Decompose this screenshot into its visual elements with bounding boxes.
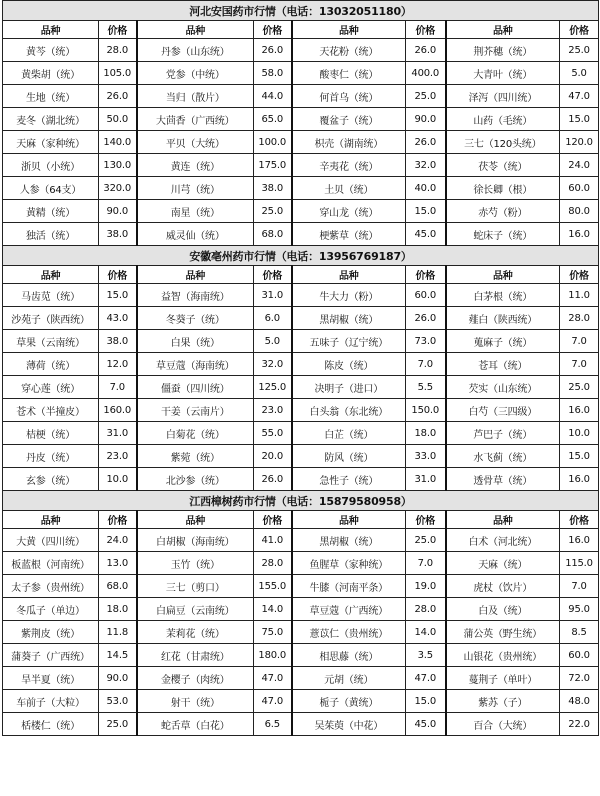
herb-name: 梗紫草（统）	[292, 223, 406, 246]
herb-price: 22.0	[560, 713, 599, 736]
herb-name: 旱半夏（统）	[3, 667, 99, 690]
herb-name: 荆芥穗（统）	[446, 39, 560, 62]
herb-price: 47.0	[254, 690, 292, 713]
herb-name: 白术（河北统）	[446, 529, 560, 552]
herb-price: 400.0	[406, 62, 446, 85]
herb-name: 浙贝（小统）	[3, 154, 99, 177]
herb-name: 冬葵子（统）	[137, 307, 254, 330]
herb-name: 南星（统）	[137, 200, 254, 223]
herb-name: 党参（中统）	[137, 62, 254, 85]
table-row	[3, 621, 599, 644]
herb-price: 8.5	[560, 621, 599, 644]
header-name: 品种	[3, 266, 99, 284]
herb-name: 吴茱萸（中花）	[292, 713, 406, 736]
herb-name: 决明子（进口）	[292, 376, 406, 399]
herb-price: 15.0	[99, 284, 137, 307]
herb-price: 5.5	[406, 376, 446, 399]
table-row	[3, 307, 599, 330]
herb-price: 3.5	[406, 644, 446, 667]
herb-name: 虎杖（饮片）	[446, 575, 560, 598]
herb-price: 53.0	[99, 690, 137, 713]
herb-price: 50.0	[99, 108, 137, 131]
herb-price: 26.0	[406, 39, 446, 62]
table-row	[3, 422, 599, 445]
herb-price: 25.0	[406, 85, 446, 108]
herb-name: 百合（大统）	[446, 713, 560, 736]
header-name: 品种	[137, 21, 254, 39]
section-title-row	[3, 1, 599, 21]
herb-price: 60.0	[406, 284, 446, 307]
herb-name: 独活（统）	[3, 223, 99, 246]
table-row	[3, 529, 599, 552]
herb-price: 7.0	[560, 575, 599, 598]
section-title: 河北安国药市行情（电话：13032051180）	[3, 1, 599, 21]
herb-name: 水飞蓟（统）	[446, 445, 560, 468]
herb-name: 赤芍（粉）	[446, 200, 560, 223]
herb-name: 徐长卿（根）	[446, 177, 560, 200]
table-row	[3, 154, 599, 177]
herb-price: 100.0	[254, 131, 292, 154]
herb-name: 蔓荆子（单叶）	[446, 667, 560, 690]
herb-name: 白芷（统）	[292, 422, 406, 445]
herb-price: 58.0	[254, 62, 292, 85]
herb-price: 60.0	[560, 177, 599, 200]
table-row	[3, 353, 599, 376]
herb-name: 大青叶（统）	[446, 62, 560, 85]
herb-price: 90.0	[99, 200, 137, 223]
herb-name: 天麻（统）	[446, 552, 560, 575]
table-row	[3, 200, 599, 223]
herb-price: 44.0	[254, 85, 292, 108]
header-price: 价格	[406, 511, 446, 529]
herb-price: 72.0	[560, 667, 599, 690]
herb-price: 41.0	[254, 529, 292, 552]
herb-price: 47.0	[560, 85, 599, 108]
header-price: 价格	[254, 511, 292, 529]
herb-name: 辛夷花（统）	[292, 154, 406, 177]
herb-name: 当归（散片）	[137, 85, 254, 108]
herb-price: 115.0	[560, 552, 599, 575]
herb-name: 白茅根（统）	[446, 284, 560, 307]
herb-price: 23.0	[99, 445, 137, 468]
table-row	[3, 284, 599, 307]
herb-price: 15.0	[406, 200, 446, 223]
herb-price: 105.0	[99, 62, 137, 85]
herb-price: 25.0	[406, 529, 446, 552]
header-price: 价格	[560, 21, 599, 39]
herb-name: 车前子（大粒）	[3, 690, 99, 713]
herb-name: 僵蚕（四川统）	[137, 376, 254, 399]
header-name: 品种	[292, 266, 406, 284]
column-header-row	[3, 21, 599, 39]
herb-price: 16.0	[560, 468, 599, 491]
herb-price: 180.0	[254, 644, 292, 667]
herb-price: 25.0	[99, 713, 137, 736]
herb-price: 25.0	[560, 39, 599, 62]
table-row	[3, 713, 599, 736]
table-row	[3, 690, 599, 713]
header-price: 价格	[254, 21, 292, 39]
herb-price: 28.0	[406, 598, 446, 621]
herb-price: 47.0	[406, 667, 446, 690]
table-row	[3, 445, 599, 468]
herb-name: 山药（毛统）	[446, 108, 560, 131]
herb-name: 太子参（贵州统）	[3, 575, 99, 598]
herb-price: 6.5	[254, 713, 292, 736]
herb-price: 155.0	[254, 575, 292, 598]
herb-price: 90.0	[99, 667, 137, 690]
header-price: 价格	[99, 511, 137, 529]
herb-name: 黄芩（统）	[3, 39, 99, 62]
herb-price: 16.0	[560, 529, 599, 552]
herb-price: 15.0	[406, 690, 446, 713]
herb-price: 45.0	[406, 713, 446, 736]
herb-name: 黄精（统）	[3, 200, 99, 223]
herb-name: 玄参（统）	[3, 468, 99, 491]
table-row	[3, 131, 599, 154]
herb-name: 草豆蔻（海南统）	[137, 353, 254, 376]
herb-price: 31.0	[99, 422, 137, 445]
herb-name: 土贝（统）	[292, 177, 406, 200]
table-row	[3, 667, 599, 690]
herb-price: 18.0	[99, 598, 137, 621]
herb-price: 47.0	[254, 667, 292, 690]
herb-name: 丹参（山东统）	[137, 39, 254, 62]
header-price: 价格	[560, 266, 599, 284]
herb-name: 黑胡椒（统）	[292, 529, 406, 552]
herb-name: 紫菀（统）	[137, 445, 254, 468]
herb-name: 急性子（统）	[292, 468, 406, 491]
herb-price: 320.0	[99, 177, 137, 200]
herb-name: 沙苑子（陕西统）	[3, 307, 99, 330]
herb-price: 10.0	[99, 468, 137, 491]
herb-price: 32.0	[254, 353, 292, 376]
herb-name: 蒲葵子（广西统）	[3, 644, 99, 667]
herb-name: 生地（统）	[3, 85, 99, 108]
herb-name: 陈皮（统）	[292, 353, 406, 376]
herb-name: 黑胡椒（统）	[292, 307, 406, 330]
herb-name: 白及（统）	[446, 598, 560, 621]
herb-price: 28.0	[560, 307, 599, 330]
herb-price: 12.0	[99, 353, 137, 376]
header-price: 价格	[99, 266, 137, 284]
table-row	[3, 575, 599, 598]
herb-price: 26.0	[406, 131, 446, 154]
header-name: 品种	[446, 21, 560, 39]
herb-price: 175.0	[254, 154, 292, 177]
herb-name: 白扁豆（云南统）	[137, 598, 254, 621]
herb-price: 38.0	[99, 330, 137, 353]
herb-price: 68.0	[99, 575, 137, 598]
herb-price: 28.0	[99, 39, 137, 62]
herb-name: 牛大力（粉）	[292, 284, 406, 307]
herb-name: 五味子（辽宁统）	[292, 330, 406, 353]
column-header-row	[3, 511, 599, 529]
herb-name: 相思藤（统）	[292, 644, 406, 667]
herb-price: 14.0	[406, 621, 446, 644]
herb-price: 5.0	[254, 330, 292, 353]
herb-name: 三七（剪口）	[137, 575, 254, 598]
herb-price: 160.0	[99, 399, 137, 422]
herb-name: 防风（统）	[292, 445, 406, 468]
herb-price: 24.0	[99, 529, 137, 552]
herb-name: 蛇舌草（白花）	[137, 713, 254, 736]
header-name: 品种	[292, 21, 406, 39]
herb-price: 16.0	[560, 399, 599, 422]
herb-name: 蒐麻子（统）	[446, 330, 560, 353]
herb-name: 蛇床子（统）	[446, 223, 560, 246]
herb-price: 26.0	[254, 468, 292, 491]
section-title: 江西樟树药市行情（电话：15879580958）	[3, 491, 599, 511]
table-row	[3, 108, 599, 131]
herb-name: 天麻（家种统）	[3, 131, 99, 154]
herb-name: 山银花（贵州统）	[446, 644, 560, 667]
herb-name: 草豆蔻（广西统）	[292, 598, 406, 621]
herb-name: 牛膝（河南平条）	[292, 575, 406, 598]
herb-price: 26.0	[406, 307, 446, 330]
herb-price: 38.0	[99, 223, 137, 246]
section-title-row	[3, 491, 599, 511]
header-name: 品种	[446, 511, 560, 529]
herb-name: 元胡（统）	[292, 667, 406, 690]
herb-name: 金樱子（肉统）	[137, 667, 254, 690]
herb-name: 栝楼仁（统）	[3, 713, 99, 736]
herb-name: 芦巴子（统）	[446, 422, 560, 445]
herb-name: 何首乌（统）	[292, 85, 406, 108]
herb-name: 白果（统）	[137, 330, 254, 353]
header-price: 价格	[406, 21, 446, 39]
herb-name: 鱼腥草（家种统）	[292, 552, 406, 575]
herb-price: 68.0	[254, 223, 292, 246]
header-name: 品种	[292, 511, 406, 529]
header-name: 品种	[137, 511, 254, 529]
herb-price: 10.0	[560, 422, 599, 445]
herb-name: 覆盆子（统）	[292, 108, 406, 131]
herb-price: 80.0	[560, 200, 599, 223]
table-row	[3, 376, 599, 399]
herb-price: 32.0	[406, 154, 446, 177]
herb-price: 73.0	[406, 330, 446, 353]
herb-price: 7.0	[99, 376, 137, 399]
herb-name: 丹皮（统）	[3, 445, 99, 468]
herb-price: 5.0	[560, 62, 599, 85]
herb-price: 26.0	[254, 39, 292, 62]
herb-name: 白芍（三四级）	[446, 399, 560, 422]
herb-name: 益智（海南统）	[137, 284, 254, 307]
herb-price: 7.0	[560, 330, 599, 353]
herb-price: 18.0	[406, 422, 446, 445]
header-name: 品种	[3, 511, 99, 529]
herb-name: 射干（统）	[137, 690, 254, 713]
header-price: 价格	[99, 21, 137, 39]
herb-price: 7.0	[560, 353, 599, 376]
herb-name: 玉竹（统）	[137, 552, 254, 575]
herb-price: 11.0	[560, 284, 599, 307]
header-price: 价格	[560, 511, 599, 529]
herb-price: 28.0	[254, 552, 292, 575]
header-name: 品种	[446, 266, 560, 284]
herb-price: 31.0	[406, 468, 446, 491]
herb-price: 95.0	[560, 598, 599, 621]
header-price: 价格	[406, 266, 446, 284]
herb-price: 14.0	[254, 598, 292, 621]
herb-price: 26.0	[99, 85, 137, 108]
herb-name: 茉莉花（统）	[137, 621, 254, 644]
herb-price: 45.0	[406, 223, 446, 246]
herb-name: 麦冬（湖北统）	[3, 108, 99, 131]
table-row	[3, 399, 599, 422]
herb-name: 红花（甘肃统）	[137, 644, 254, 667]
herb-price: 55.0	[254, 422, 292, 445]
herb-price: 33.0	[406, 445, 446, 468]
herb-name: 蒲公英（野生统）	[446, 621, 560, 644]
herb-name: 川芎（统）	[137, 177, 254, 200]
table-row	[3, 85, 599, 108]
herb-price: 15.0	[560, 108, 599, 131]
herb-price: 31.0	[254, 284, 292, 307]
herb-name: 桔梗（统）	[3, 422, 99, 445]
herb-price: 25.0	[254, 200, 292, 223]
table-row	[3, 644, 599, 667]
herb-name: 三七（120头统）	[446, 131, 560, 154]
herb-price: 38.0	[254, 177, 292, 200]
herb-name: 薏苡仁（贵州统）	[292, 621, 406, 644]
herb-name: 马齿苋（统）	[3, 284, 99, 307]
herb-name: 茯苓（统）	[446, 154, 560, 177]
herb-name: 北沙参（统）	[137, 468, 254, 491]
herb-name: 板蓝根（河南统）	[3, 552, 99, 575]
herb-price: 65.0	[254, 108, 292, 131]
herb-name: 枳壳（湖南统）	[292, 131, 406, 154]
herb-name: 芡实（山东统）	[446, 376, 560, 399]
section-title: 安徽亳州药市行情（电话：13956769187）	[3, 246, 599, 266]
herb-price: 24.0	[560, 154, 599, 177]
price-table	[2, 0, 599, 736]
herb-name: 透骨草（统）	[446, 468, 560, 491]
herb-name: 黄柴胡（统）	[3, 62, 99, 85]
herb-price: 75.0	[254, 621, 292, 644]
herb-name: 人参（64支）	[3, 177, 99, 200]
herb-price: 16.0	[560, 223, 599, 246]
herb-price: 19.0	[406, 575, 446, 598]
header-name: 品种	[3, 21, 99, 39]
section-title-row	[3, 246, 599, 266]
herb-price: 25.0	[560, 376, 599, 399]
herb-name: 大黄（四川统）	[3, 529, 99, 552]
herb-name: 威灵仙（统）	[137, 223, 254, 246]
herb-price: 40.0	[406, 177, 446, 200]
herb-price: 120.0	[560, 131, 599, 154]
herb-name: 穿山龙（统）	[292, 200, 406, 223]
table-row	[3, 330, 599, 353]
herb-price: 130.0	[99, 154, 137, 177]
herb-price: 43.0	[99, 307, 137, 330]
table-row	[3, 598, 599, 621]
herb-price: 11.8	[99, 621, 137, 644]
table-row	[3, 39, 599, 62]
herb-price: 140.0	[99, 131, 137, 154]
herb-name: 天花粉（统）	[292, 39, 406, 62]
herb-price: 6.0	[254, 307, 292, 330]
herb-name: 栀子（黄统）	[292, 690, 406, 713]
herb-name: 大茴香（广西统）	[137, 108, 254, 131]
herb-name: 酸枣仁（统）	[292, 62, 406, 85]
herb-name: 平贝（大统）	[137, 131, 254, 154]
table-row	[3, 62, 599, 85]
herb-price: 7.0	[406, 552, 446, 575]
column-header-row	[3, 266, 599, 284]
herb-name: 草果（云南统）	[3, 330, 99, 353]
herb-name: 泽泻（四川统）	[446, 85, 560, 108]
table-row	[3, 468, 599, 491]
herb-name: 穿心莲（统）	[3, 376, 99, 399]
herb-price: 20.0	[254, 445, 292, 468]
herb-name: 薄荷（统）	[3, 353, 99, 376]
herb-name: 黄连（统）	[137, 154, 254, 177]
herb-price: 90.0	[406, 108, 446, 131]
table-row	[3, 552, 599, 575]
herb-price: 23.0	[254, 399, 292, 422]
herb-price: 13.0	[99, 552, 137, 575]
herb-price: 125.0	[254, 376, 292, 399]
herb-name: 冬瓜子（单边）	[3, 598, 99, 621]
herb-name: 白胡椒（海南统）	[137, 529, 254, 552]
herb-name: 苍术（半撞皮）	[3, 399, 99, 422]
herb-name: 紫荆皮（统）	[3, 621, 99, 644]
herb-name: 薤白（陕西统）	[446, 307, 560, 330]
herb-price: 15.0	[560, 445, 599, 468]
header-price: 价格	[254, 266, 292, 284]
herb-name: 干姜（云南片）	[137, 399, 254, 422]
herb-name: 白头翁（东北统）	[292, 399, 406, 422]
herb-price: 14.5	[99, 644, 137, 667]
herb-name: 紫苏（子）	[446, 690, 560, 713]
table-row	[3, 177, 599, 200]
herb-price: 150.0	[406, 399, 446, 422]
header-name: 品种	[137, 266, 254, 284]
herb-price: 60.0	[560, 644, 599, 667]
herb-name: 苍耳（统）	[446, 353, 560, 376]
herb-price: 7.0	[406, 353, 446, 376]
table-row	[3, 223, 599, 246]
herb-name: 白菊花（统）	[137, 422, 254, 445]
herb-price: 48.0	[560, 690, 599, 713]
